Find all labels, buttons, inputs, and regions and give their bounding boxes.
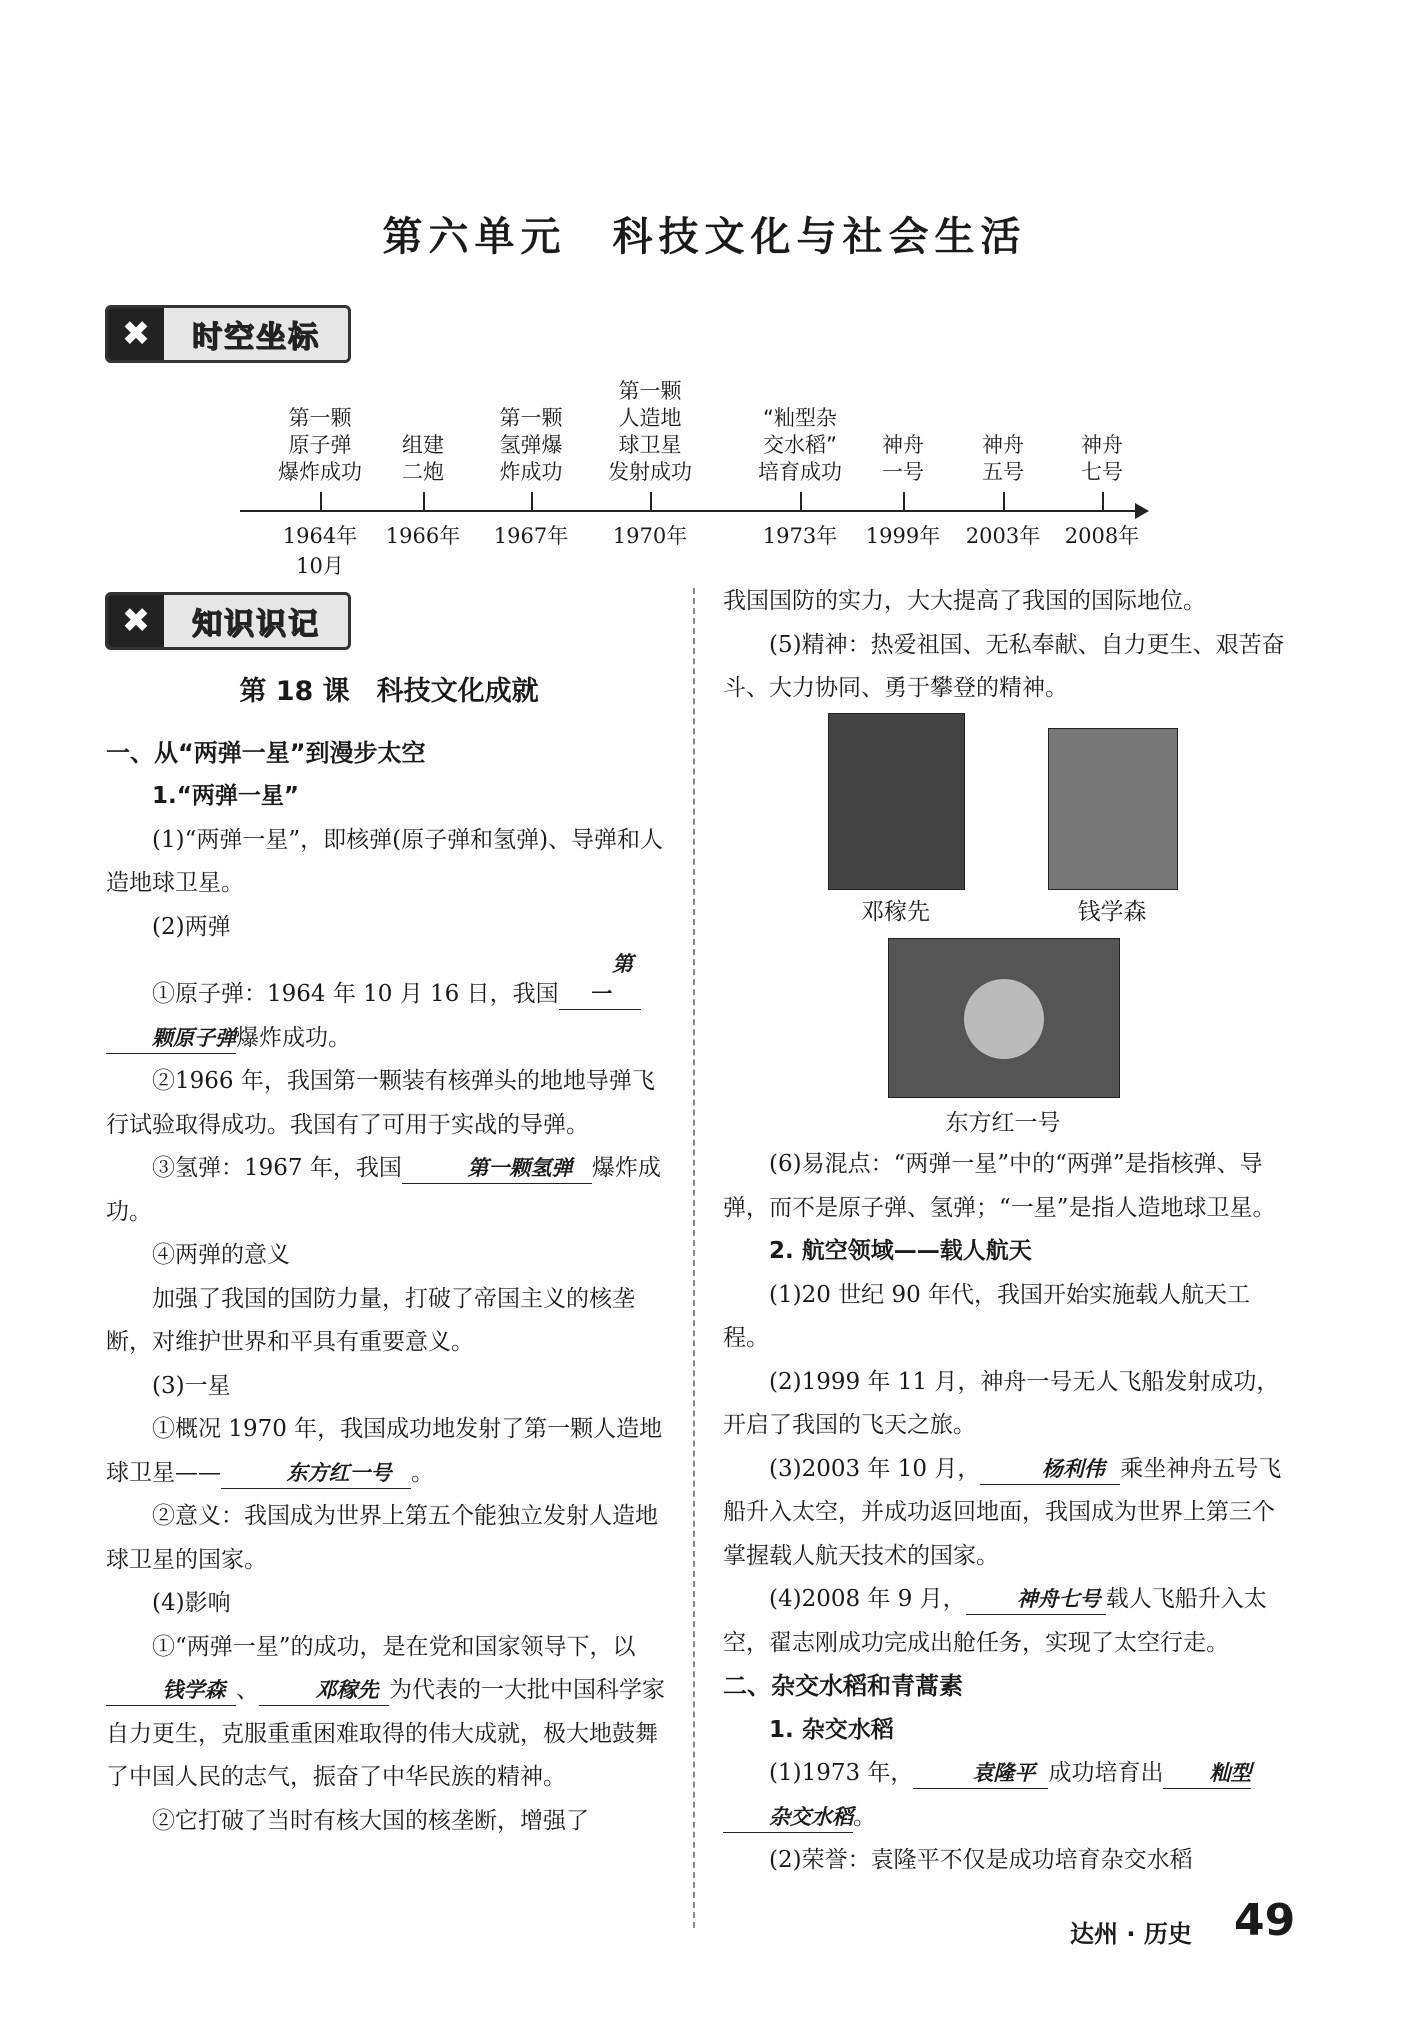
filled-answer: 袁隆平 bbox=[913, 1758, 1048, 1789]
paragraph: (3)2003 年 10 月， 杨利伟 乘坐神舟五号飞船升入太空，并成功返回地面，我国成为世界上第三个掌握载人航天技术的国家。 bbox=[723, 1455, 1282, 1569]
filled-answer: 东方红一号 bbox=[221, 1458, 411, 1489]
timeline-year: 1999年 bbox=[865, 524, 941, 548]
filled-answer: 籼型 bbox=[1163, 1758, 1251, 1789]
section-title: 知识识记 bbox=[192, 607, 320, 642]
paragraph: ④两弹的意义 bbox=[152, 1242, 290, 1268]
timeline-event: “籼型杂 交水稻” 培育成功 bbox=[758, 406, 842, 484]
filled-answer: 钱学森 bbox=[106, 1675, 236, 1706]
photo-caption: 钱学森 bbox=[1077, 899, 1147, 925]
subheading: 1.“两弹一星” bbox=[152, 783, 299, 809]
satellite-photo bbox=[888, 938, 1120, 1098]
paragraph: (4)影响 bbox=[152, 1590, 231, 1616]
timeline-tick bbox=[320, 492, 322, 510]
cross-arrows-icon: ✖ bbox=[108, 308, 164, 360]
paragraph: (2)两弹 bbox=[152, 913, 231, 940]
section-title: 时空坐标 bbox=[192, 320, 320, 355]
timeline-event: 组建 二炮 bbox=[402, 433, 444, 484]
timeline-event: 第一颗 原子弹 爆炸成功 bbox=[278, 406, 362, 484]
paragraph: ②它打破了当时有核大国的核垄断，增强了 bbox=[152, 1807, 589, 1834]
left-column bbox=[106, 670, 672, 1843]
paragraph: (2)1999 年 11 月，神舟一号无人飞船发射成功，开启了我国的飞天之旅。 bbox=[723, 1368, 1280, 1438]
paragraph: (1)1973 年， 袁隆平 成功培育出 籼型杂交水稻。 bbox=[723, 1752, 1293, 1839]
timeline-tick bbox=[423, 492, 425, 510]
timeline-year: 1966年 bbox=[385, 524, 461, 548]
timeline-tick bbox=[1003, 492, 1005, 510]
paragraph: ①原子弹：1964 年 10 月 16 日，我国第一颗原子弹爆炸成功。 bbox=[106, 949, 672, 1060]
filled-answer: 第一颗氢弹 bbox=[402, 1153, 592, 1184]
paragraph: (4)2008 年 9 月， 神舟七号 载人飞船升入太空，翟志刚成功完成出舱任务，实现了太空行走。 bbox=[723, 1586, 1267, 1656]
portrait-photo-qian bbox=[1048, 728, 1178, 890]
timeline-axis bbox=[240, 510, 1140, 512]
section-label-knowledge bbox=[105, 592, 351, 650]
timeline-event: 神舟 一号 bbox=[882, 433, 924, 484]
right-column-top bbox=[723, 580, 1293, 711]
timeline-year: 1973年 bbox=[762, 524, 838, 548]
subheading: 2. 航空领域——载人航天 bbox=[769, 1238, 1032, 1264]
filled-answer: 邓稼先 bbox=[259, 1675, 389, 1706]
filled-answer: 杨利伟 bbox=[980, 1454, 1120, 1485]
page-number: 49 bbox=[1234, 1895, 1296, 1946]
timeline-event: 第一颗 人造地 球卫星 发射成功 bbox=[608, 379, 692, 484]
filled-answer: 颗原子弹 bbox=[106, 1023, 236, 1054]
paragraph: 加强了我国的国防力量，打破了帝国主义的核垄断，对维护世界和平具有重要意义。 bbox=[106, 1285, 635, 1355]
timeline-event: 神舟 七号 bbox=[1081, 433, 1123, 484]
paragraph: (1)20 世纪 90 年代，我国开始实施载人航天工程。 bbox=[723, 1281, 1251, 1351]
timeline-event: 第一颗 氢弹爆 炸成功 bbox=[499, 406, 563, 484]
paragraph: ①“两弹一星”的成功，是在党和国家领导下，以钱学森 、 邓稼先 为代表的一大批中国科学家自力更生，克服重重困难取得的伟大成就，极大地鼓舞了中国人民的志气，振奋了中华民族的精神。 bbox=[106, 1633, 665, 1790]
timeline-year: 2003年 bbox=[965, 524, 1041, 548]
filled-answer: 第一 bbox=[559, 949, 641, 1010]
unit-title: 第六单元 科技文化与社会生活 bbox=[382, 214, 1027, 260]
heading: 一、从“两弹一星”到漫步太空 bbox=[106, 738, 426, 767]
subheading: 1. 杂交水稻 bbox=[769, 1716, 894, 1743]
timeline-year: 2008年 bbox=[1064, 524, 1140, 548]
portrait-photo-deng bbox=[828, 713, 965, 890]
filled-answer: 杂交水稻 bbox=[723, 1802, 853, 1833]
timeline-year: 1964年 bbox=[282, 524, 358, 548]
paragraph: ①概况 1970 年，我国成功地发射了第一颗人造地球卫星—— 东方红一号 。 bbox=[106, 1408, 672, 1495]
timeline-event: 神舟 五号 bbox=[982, 433, 1024, 484]
paragraph: ②1966 年，我国第一颗装有核弹头的地地导弹飞行试验取得成功。我国有了可用于实战的导弹。 bbox=[106, 1068, 655, 1138]
filled-answer: 神舟七号 bbox=[966, 1584, 1106, 1615]
paragraph: (1)“两弹一星”，即核弹(原子弹和氢弹)、导弹和人造地球卫星。 bbox=[106, 826, 664, 896]
paragraph: (6)易混点：“两弹一星”中的“两弹”是指核弹、导弹，而不是原子弹、氢弹；“一星”是指人造地球卫星。 bbox=[723, 1151, 1276, 1221]
right-column-bottom bbox=[723, 1143, 1293, 1883]
timeline-tick bbox=[1102, 492, 1104, 510]
arrow-right-icon bbox=[1135, 503, 1149, 519]
photo-caption: 东方红一号 bbox=[945, 1110, 1061, 1136]
section-label-timeline bbox=[105, 305, 351, 363]
timeline-tick bbox=[800, 492, 802, 510]
paragraph: 我国国防的实力，大大提高了我国的国际地位。 bbox=[723, 588, 1206, 614]
timeline-month: 10月 bbox=[296, 554, 344, 578]
photo-caption: 邓稼先 bbox=[861, 899, 930, 925]
timeline-tick bbox=[531, 492, 533, 510]
paragraph: (3)一星 bbox=[152, 1372, 231, 1399]
paragraph: ②意义：我国成为世界上第五个能独立发射人造地球卫星的国家。 bbox=[106, 1503, 658, 1573]
cross-arrows-icon: ✖ bbox=[108, 595, 164, 647]
column-divider bbox=[693, 588, 695, 1928]
timeline-tick bbox=[650, 492, 652, 510]
timeline-tick bbox=[903, 492, 905, 510]
timeline-year: 1970年 bbox=[612, 524, 688, 548]
lesson-title: 第 18 课 科技文化成就 bbox=[239, 676, 539, 707]
timeline-year: 1967年 bbox=[493, 524, 569, 548]
paragraph: (2)荣誉：袁隆平不仅是成功培育杂交水稻 bbox=[769, 1847, 1193, 1873]
footer-label: 达州 · 历史 bbox=[1070, 1920, 1192, 1948]
paragraph: ③氢弹：1967 年，我国 第一颗氢弹 爆炸成功。 bbox=[106, 1155, 661, 1225]
heading: 二、杂交水稻和青蒿素 bbox=[723, 1672, 963, 1700]
paragraph: (5)精神：热爱祖国、无私奉献、自力更生、艰苦奋斗、大力协同、勇于攀登的精神。 bbox=[723, 631, 1285, 701]
